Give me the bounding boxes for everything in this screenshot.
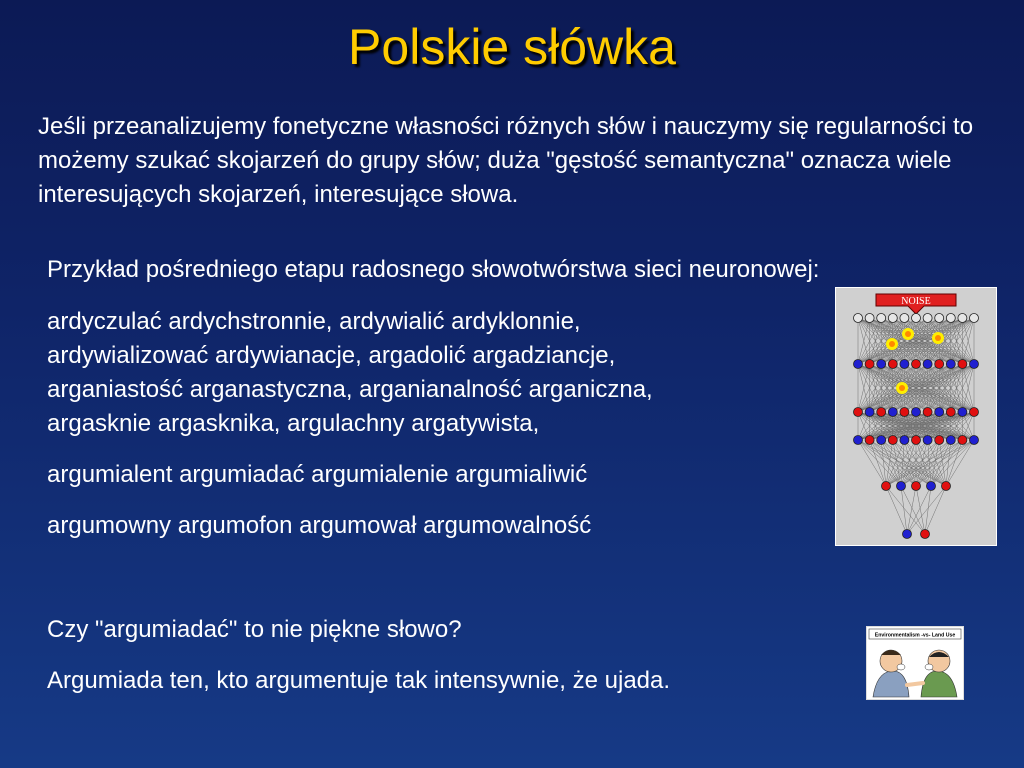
network-node [935,436,944,445]
network-node [970,408,979,417]
word-line: ardyczulać ardychstronnie, ardywialić ardyklonnie, [47,308,581,335]
network-node [927,482,936,491]
question-text: Czy "argumiadać" to nie piękne słowo? [47,616,462,643]
network-node [912,482,921,491]
network-node [865,360,874,369]
spark-icon [886,338,898,350]
network-node [888,408,897,417]
network-node [923,408,932,417]
word-line-argumo: argumowny argumofon argumował argumowalność [47,512,592,539]
network-node [942,482,951,491]
network-node [946,360,955,369]
cartoon-caption: Environmentalism -vs- Land Use [874,632,956,639]
network-node [912,408,921,417]
network-node [900,436,909,445]
spark-icon [896,382,908,394]
word-list [47,305,653,441]
network-node [854,360,863,369]
intro-paragraph: Jeśli przeanalizujemy fonetyczne własności różnych słów i nauczymy się regularności to możemy szukać skojarzeń do grupy słów; duża "gęstość semantyczna" oznacza wiele interesujących skojarzeń, interesujące słowa. [38,113,974,208]
network-node [935,360,944,369]
network-node [882,482,891,491]
network-node [854,436,863,445]
word-line: argasknie argasknika, argulachny argatywista, [47,410,540,437]
network-node [958,314,967,323]
network-node [888,436,897,445]
network-node [897,482,906,491]
slide-title: Polskie słówka [348,19,676,75]
network-node [923,314,932,323]
spark-icon [902,328,914,340]
network-node [970,314,979,323]
neural-network-figure [835,287,997,546]
network-node [900,408,909,417]
network-node [923,436,932,445]
network-node [877,408,886,417]
network-node [877,314,886,323]
word-line: ardywializować ardywianacje, argadolić argadziancje, [47,342,616,369]
answer-text: Argumiada ten, kto argumentuje tak intensywnie, że ujada. [47,667,671,694]
network-node [900,314,909,323]
network-node [935,314,944,323]
network-node [946,408,955,417]
network-node [935,408,944,417]
arguing-people-icon [867,627,963,699]
network-node [912,436,921,445]
network-node [958,408,967,417]
network-node [865,314,874,323]
network-node [958,436,967,445]
network-node [865,436,874,445]
network-node [921,530,930,539]
word-line: arganiastość arganastyczna, arganianalność arganiczna, [47,376,653,403]
network-node [900,360,909,369]
neural-network-diagram [836,288,996,545]
network-node [865,408,874,417]
network-node [912,360,921,369]
spark-icon [932,332,944,344]
network-node [854,408,863,417]
example-heading: Przykład pośredniego etapu radosnego słowotwórstwa sieci neuronowej: [47,256,820,283]
network-node [958,360,967,369]
network-node [970,360,979,369]
word-line-argumi: argumialent argumiadać argumialenie argumialiwić [47,461,588,488]
network-node [903,530,912,539]
network-node [946,436,955,445]
network-node [923,360,932,369]
network-node [946,314,955,323]
network-node [877,360,886,369]
noise-label: NOISE [901,296,931,307]
cartoon-image [866,626,964,700]
network-node [970,436,979,445]
network-node [912,314,921,323]
network-node [888,360,897,369]
network-node [854,314,863,323]
network-node [877,436,886,445]
network-node [888,314,897,323]
